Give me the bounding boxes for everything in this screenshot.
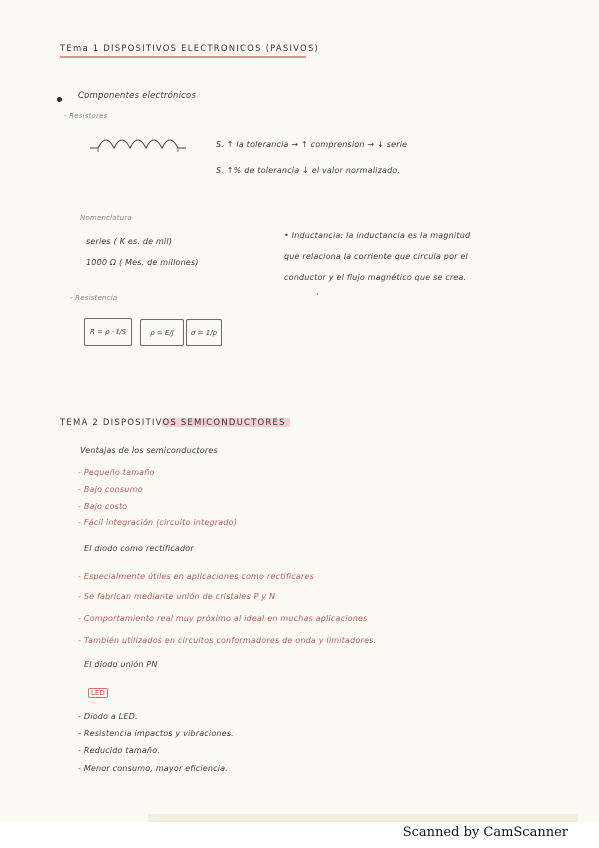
nomenclatura-label: Nomenclatura	[80, 214, 132, 222]
ventaja-4: - Fácil integración (circuito integrado)	[78, 518, 238, 527]
tolerance-formula-1: S. ↑ la tolerancia → ↑ comprension → ↓ serie	[216, 140, 408, 149]
led-item-3: - Reducido tamaño.	[78, 746, 161, 755]
inductancia-line-3: conductor y el flujo magnético que se crea.	[284, 273, 467, 282]
formula-resistivity-box: ρ = E/J	[140, 319, 184, 346]
formula-resistance-box: R = ρ · ℓ/S	[84, 318, 132, 346]
led-item-4: - Menor consumo, mayor eficiencia.	[78, 764, 229, 773]
componentes-heading: Componentes electrónicos	[78, 91, 197, 101]
inductancia-line-2: que relaciona la corriente que circula por el	[284, 252, 468, 261]
series-line: series ( K es. de mil)	[86, 237, 173, 246]
scanner-watermark: Scanned by CamScanner	[402, 825, 568, 840]
page-bottom-edge	[148, 814, 578, 822]
diodo-rectificador-heading: El diodo como rectificador	[84, 544, 194, 553]
diodo-item-4: - También utilizados en circuitos conformadores de onda y limitadores.	[78, 636, 377, 645]
title-underline-tema1	[60, 56, 306, 58]
led-item-2: - Resistencia impactos y vibraciones.	[78, 729, 234, 738]
diodo-item-2: - Se fabrican mediante unión de cristales P y N	[78, 592, 276, 601]
resistores-label: - Resistores	[64, 112, 108, 120]
inductancia-line-1: • Inductancia: la inductancia es la magnitud	[284, 231, 471, 240]
dot-mark: ·	[316, 290, 319, 299]
ventaja-1: - Pequeño tamaño	[78, 468, 155, 477]
bullet-dot	[57, 97, 62, 102]
ventajas-heading: Ventajas de los semiconductores	[80, 446, 218, 455]
formula-conductivity-box: σ = 1/ρ	[186, 319, 222, 346]
diodo-item-1: - Especialmente útiles en aplicaciones como rectificares	[78, 572, 314, 581]
ohm-line: 1000 Ω ( Mes. de millones)	[86, 258, 199, 267]
resistencia-label: - Resistencia	[70, 294, 118, 302]
inductor-coil-icon	[88, 130, 188, 154]
ventaja-3: - Bajo costo	[78, 502, 128, 511]
ventaja-2: - Bajo consumo	[78, 485, 143, 494]
led-item-1: - Diodo a LED.	[78, 712, 138, 721]
tolerance-formula-2: S. ↑% de tolerancia ↓ el valor normalizado.	[216, 166, 401, 175]
led-label: LED	[88, 688, 108, 698]
diodo-pn-heading: El diodo unión PN	[84, 660, 158, 669]
diodo-item-3: - Comportamiento real muy próximo al ideal en muchas aplicaciones	[78, 614, 368, 623]
tema2-title: TEMA 2 DISPOSITIVOS SEMICONDUCTORES	[60, 418, 286, 428]
tema1-title: TEma 1 DISPOSITIVOS ELECTRONICOS (PASIVOS)	[60, 44, 320, 54]
